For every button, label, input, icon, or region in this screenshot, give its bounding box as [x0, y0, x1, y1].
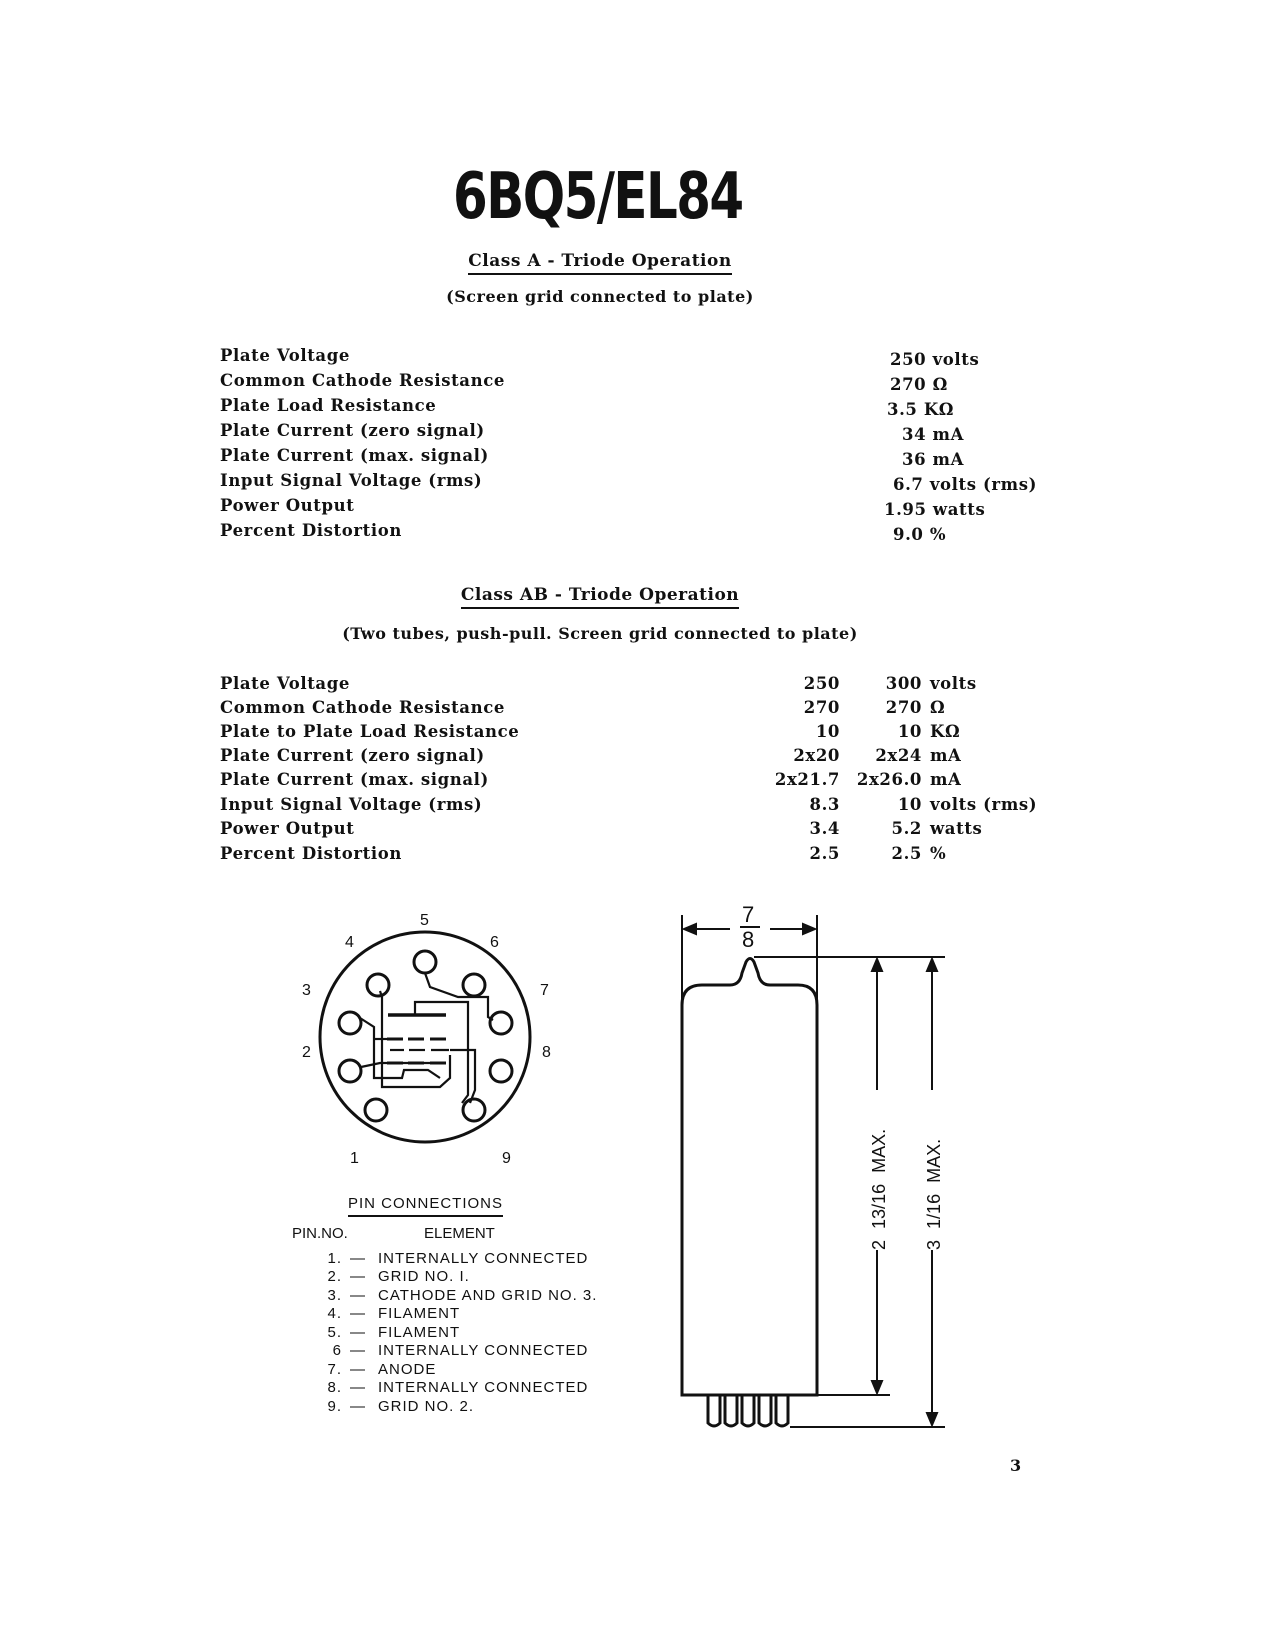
class-ab-value-300v: 270 — [885, 698, 922, 717]
dash: — — [350, 1305, 366, 1322]
width-denominator: 8 — [742, 927, 755, 952]
class-a-value: 250 volts — [890, 350, 980, 369]
dash: — — [350, 1250, 366, 1267]
class-a-label: Plate Current (max. signal) — [220, 446, 489, 465]
class-ab-label: Percent Distortion — [220, 844, 402, 863]
pin-element: ANODE — [378, 1361, 437, 1378]
class-ab-unit: mA — [930, 746, 962, 765]
class-ab-unit: Ω — [930, 698, 946, 717]
overall-height-label: 3 1/16 MAX. — [924, 1138, 944, 1250]
dash: — — [350, 1398, 366, 1415]
dash: — — [350, 1268, 366, 1285]
pin-element: FILAMENT — [378, 1305, 461, 1322]
class-a-value: 36 mA — [902, 450, 964, 469]
pin-no-column-header: PIN.NO. — [292, 1225, 348, 1242]
tube-base-diagram — [290, 905, 580, 1165]
class-a-value: 3.5 KΩ — [887, 400, 955, 419]
dash: — — [350, 1324, 366, 1341]
pin-element: INTERNALLY CONNECTED — [378, 1379, 589, 1396]
class-ab-value-300v: 2x26.0 — [856, 770, 922, 789]
class-a-label: Common Cathode Resistance — [220, 371, 505, 390]
class-ab-label: Input Signal Voltage (rms) — [220, 795, 483, 814]
class-a-value: 9.0 % — [893, 525, 947, 544]
pin-element: GRID NO. I. — [378, 1268, 470, 1285]
width-numerator: 7 — [742, 905, 755, 927]
class-a-label: Plate Voltage — [220, 346, 350, 365]
pin-label-2: 2 — [302, 1044, 311, 1061]
class-ab-value-250v: 2.5 — [809, 844, 840, 863]
dash: — — [350, 1287, 366, 1304]
dash: — — [350, 1379, 366, 1396]
pin-number: 1. — [327, 1250, 342, 1267]
class-ab-unit: % — [930, 844, 947, 863]
class-ab-subheading: (Two tubes, push-pull. Screen grid connected to plate) — [342, 624, 858, 643]
dash: — — [350, 1342, 366, 1359]
pin-number: 5. — [327, 1324, 342, 1341]
dash: — — [350, 1361, 366, 1378]
class-ab-value-250v: 10 — [815, 722, 840, 741]
class-a-label: Percent Distortion — [220, 521, 402, 540]
class-ab-unit: volts (rms) — [930, 795, 1038, 814]
pin-label-1: 1 — [350, 1150, 359, 1165]
class-a-label: Input Signal Voltage (rms) — [220, 471, 483, 490]
pin-element: INTERNALLY CONNECTED — [378, 1342, 589, 1359]
class-ab-unit: KΩ — [930, 722, 961, 741]
seated-height-label: 2 13/16 MAX. — [869, 1128, 889, 1250]
pin-connections-heading: PIN CONNECTIONS — [348, 1195, 503, 1212]
pin-label-9: 9 — [502, 1150, 511, 1165]
pin-element: INTERNALLY CONNECTED — [378, 1250, 589, 1267]
class-ab-value-250v: 270 — [803, 698, 840, 717]
class-a-label: Plate Current (zero signal) — [220, 421, 485, 440]
pin-element: CATHODE AND GRID NO. 3. — [378, 1287, 598, 1304]
tube-outline-drawing — [670, 905, 970, 1435]
class-ab-value-250v: 250 — [803, 674, 840, 693]
page-number: 3 — [1010, 1456, 1022, 1475]
class-a-label: Plate Load Resistance — [220, 396, 437, 415]
class-ab-unit: volts — [930, 674, 977, 693]
pin-number: 3. — [327, 1287, 342, 1304]
class-ab-value-250v: 3.4 — [809, 819, 840, 838]
tube-title: 6BQ5/EL84 — [453, 160, 743, 234]
class-ab-value-250v: 2x21.7 — [774, 770, 840, 789]
pin-number: 7. — [327, 1361, 342, 1378]
class-ab-label: Plate to Plate Load Resistance — [220, 722, 520, 741]
class-ab-label: Power Output — [220, 819, 355, 838]
pin-element: FILAMENT — [378, 1324, 461, 1341]
element-column-header: ELEMENT — [424, 1225, 495, 1242]
class-a-value: 6.7 volts (rms) — [893, 475, 1038, 494]
pin-label-5: 5 — [420, 912, 429, 929]
pin-label-8: 8 — [542, 1044, 551, 1061]
pin-number: 8. — [327, 1379, 342, 1396]
pin-number: 2. — [327, 1268, 342, 1285]
pin-label-7: 7 — [540, 982, 549, 999]
class-ab-label: Plate Voltage — [220, 674, 350, 693]
class-a-subheading: (Screen grid connected to plate) — [446, 287, 754, 306]
class-ab-label: Plate Current (max. signal) — [220, 770, 489, 789]
class-ab-value-250v: 8.3 — [809, 795, 840, 814]
class-ab-value-300v: 10 — [897, 795, 922, 814]
class-a-heading: Class A - Triode Operation — [0, 251, 1200, 271]
pin-label-4: 4 — [345, 934, 354, 951]
class-ab-value-250v: 2x20 — [793, 746, 840, 765]
class-ab-heading: Class AB - Triode Operation — [0, 585, 1200, 605]
class-ab-label: Plate Current (zero signal) — [220, 746, 485, 765]
pin-number: 4. — [327, 1305, 342, 1322]
class-ab-value-300v: 2x24 — [875, 746, 922, 765]
class-ab-unit: watts — [930, 819, 983, 838]
pin-number: 6 — [332, 1342, 342, 1359]
class-ab-unit: mA — [930, 770, 962, 789]
class-ab-value-300v: 300 — [885, 674, 922, 693]
class-a-value: 34 mA — [902, 425, 964, 444]
class-a-value: 1.95 watts — [884, 500, 986, 519]
pin-label-6: 6 — [490, 934, 499, 951]
class-ab-value-300v: 2.5 — [891, 844, 922, 863]
pin-number: 9. — [327, 1398, 342, 1415]
class-a-value: 270 Ω — [890, 375, 948, 394]
class-ab-value-300v: 5.2 — [891, 819, 922, 838]
pin-label-3: 3 — [302, 982, 311, 999]
pin-element: GRID NO. 2. — [378, 1398, 475, 1415]
class-ab-label: Common Cathode Resistance — [220, 698, 505, 717]
class-ab-value-300v: 10 — [897, 722, 922, 741]
class-a-label: Power Output — [220, 496, 355, 515]
